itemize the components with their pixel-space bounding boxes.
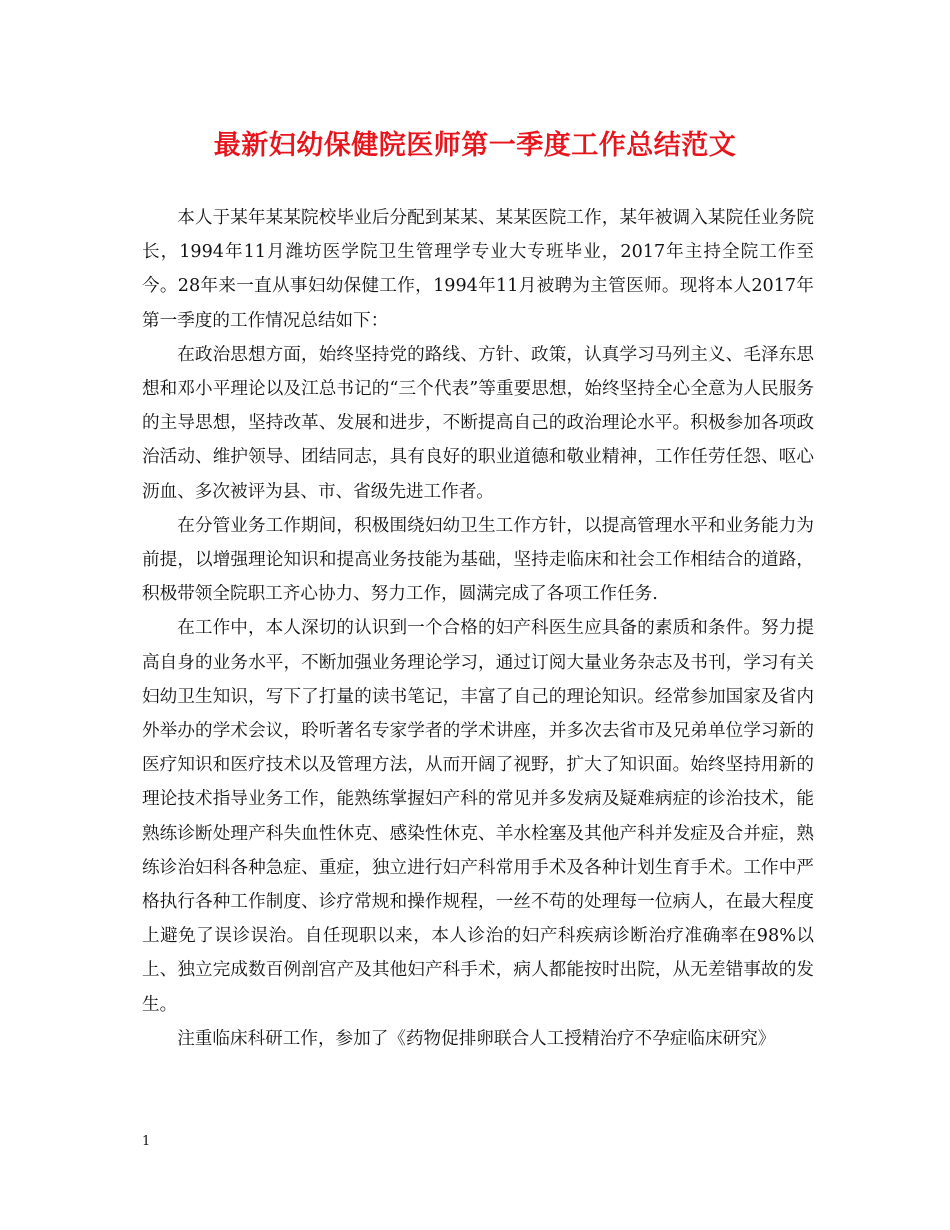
document-title: 最新妇幼保健院医师第一季度工作总结范文 bbox=[213, 130, 737, 161]
paragraph: 注重临床科研工作，参加了《药物促排卵联合人工授精治疗不孕症临床研究》 bbox=[177, 1028, 776, 1049]
paragraph: 在分管业务工作期间，积极围绕妇幼卫生工作方针，以提高管理水平和业务能力为前提，以增强理论知识和提高业务技能为基础，坚持走临床和社会工作相结合的道路，积极带领全院职工齐心协力、努力工作，圆满完成了各项工作任务. bbox=[142, 515, 814, 605]
paragraph: 在工作中，本人深切的认识到一个合格的妇产科医生应具备的素质和条件。努力提高自身的业务水平，不断加强业务理论学习，通过订阅大量业务杂志及书刊，学习有关妇幼卫生知识，写下了打量的读书笔记，丰富了自己的理论知识。经常参加国家及省内外举办的学术会议，聆听著名专家学者的学术讲座，并多次去省市及兄弟单位学习新的医疗知识和医疗技术以及管理方法，从而开阔了视野，扩大了知识面。始终坚持用新的理论技术指导业务工作，能熟练掌握妇产科的常见并多发病及疑难病症的诊治技术，能熟练诊断处理产科失血性休克、感染性休克、羊水栓塞及其他产科并发症及合并症，熟练诊治妇科各种急症、重症，独立进行妇产科常用手术及各种计划生育手术。工作中严格执行各种工作制度、诊疗常规和操作规程，一丝不苟的处理每一位病人，在最大程度上避免了误诊误治。自任现职以来，本人诊治的妇产科疾病诊断治疗准确率在98%以上、独立完成数百例剖宫产及其他妇产科手术，病人都能按时出院，从无差错事故的发生。 bbox=[142, 618, 814, 1015]
paragraph: 在政治思想方面，始终坚持党的路线、方针、政策，认真学习马列主义、毛泽东思想和邓小平理论以及江总书记的“三个代表”等重要思想，始终坚持全心全意为人民服务的主导思想，坚持改革、发展和进步，不断提高自己的政治理论水平。积极参加各项政治活动、维护领导、团结同志，具有良好的职业道德和敬业精神，工作任劳任怨、呕心沥血、多次被评为县、市、省级先进工作者。 bbox=[142, 344, 814, 502]
document-body bbox=[142, 201, 814, 1056]
page-number: 1 bbox=[142, 1134, 151, 1149]
paragraph: 本人于某年某某院校毕业后分配到某某、某某医院工作，某年被调入某院任业务院长，1994年11月潍坊医学院卫生管理学专业大专班毕业，2017年主持全院工作至今。28年来一直从事妇幼保健工作，1994年11月被聘为主管医师。现将本人2017年第一季度的工作情况总结如下： bbox=[142, 208, 814, 331]
